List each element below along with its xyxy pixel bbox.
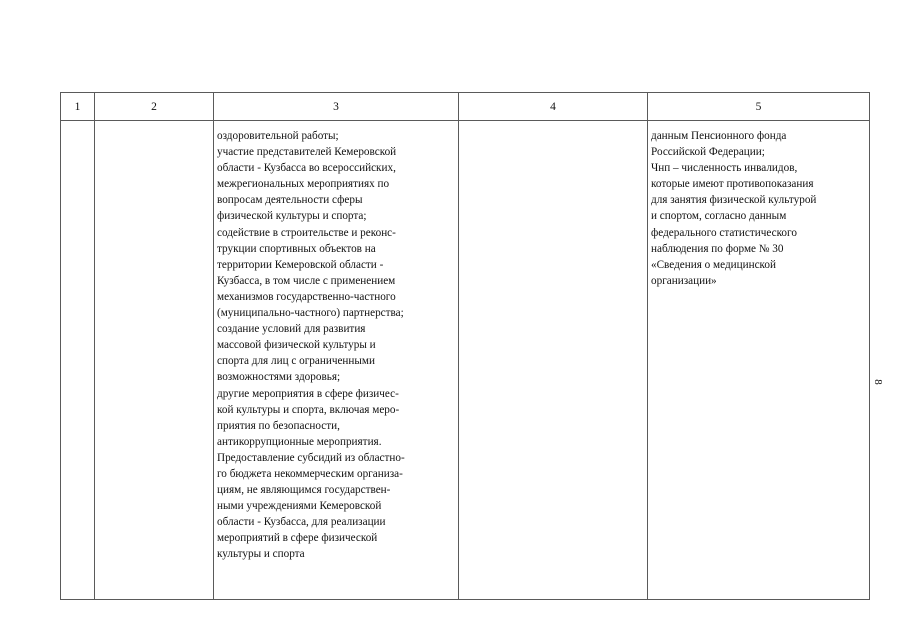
text-line: Предоставление субсидий из областно- [217,451,405,464]
data-table [60,92,870,600]
text-line: вопросам деятельности сферы [217,194,363,207]
text-line: другие мероприятия в сфере физичес- [217,387,399,400]
text-line: возможностями здоровья; [217,371,341,384]
column-header-1: 1 [61,93,95,121]
cell-col-2 [95,121,214,600]
table-row [61,121,870,600]
text-line: организации» [651,274,717,287]
text-line: наблюдения по форме № 30 [651,242,784,255]
text-line: Чнп – численность инвалидов, [651,162,798,175]
column-header-2: 2 [95,93,214,121]
cell-col-1 [61,121,95,600]
header-row [61,93,870,121]
text-line: трукции спортивных объектов на [217,242,376,255]
cell-col-3 [214,121,459,600]
cell-col-3-text [214,121,458,563]
text-line: участие представителей Кемеровской [217,146,397,159]
column-header-3: 3 [214,93,459,121]
text-line: мероприятий в сфере физической [217,532,378,545]
text-line: ными учреждениями Кемеровской [217,500,382,513]
text-line: массовой физической культуры и [217,339,376,352]
text-line: которые имеют противопоказания [651,178,814,191]
text-line: для занятия физической культурой [651,194,817,207]
text-line: культуры и спорта [217,548,305,561]
text-line: оздоровительной работы; [217,130,339,142]
text-line: и спортом, согласно данным [651,210,787,223]
text-line: кой культуры и спорта, включая меро- [217,403,400,416]
text-line: спорта для лиц с ограниченными [217,355,375,368]
text-line: механизмов государственно-частного [217,290,396,303]
column-header-5: 5 [648,93,870,121]
text-line: циям, не являющимся государствен- [217,484,391,497]
page-number: 8 [871,379,884,385]
cell-col-5 [648,121,870,600]
cell-col-5-text [648,121,869,289]
text-line: (муниципально-частного) партнерства; [217,307,404,320]
text-line: антикоррупционные мероприятия. [217,435,382,448]
text-line: приятия по безопасности, [217,419,340,432]
text-line: физической культуры и спорта; [217,210,367,223]
text-line: го бюджета некоммерческим организа- [217,467,403,480]
text-line: Кузбасса, в том числе с применением [217,274,396,287]
text-line: содействие в строительстве и реконс- [217,226,396,239]
text-line: Российской Федерации; [651,146,765,159]
text-line: «Сведения о медицинской [651,258,777,271]
text-line: области - Кузбасса, для реализации [217,516,386,529]
text-line: межрегиональных мероприятиях по [217,178,390,191]
text-line: данным Пенсионного фонда [651,130,787,142]
text-line: области - Кузбасса во всероссийских, [217,162,396,175]
column-header-4: 4 [459,93,648,121]
cell-col-4 [459,121,648,600]
text-line: федерального статистического [651,226,797,239]
text-line: создание условий для развития [217,323,366,336]
text-line: территории Кемеровской области - [217,258,384,271]
